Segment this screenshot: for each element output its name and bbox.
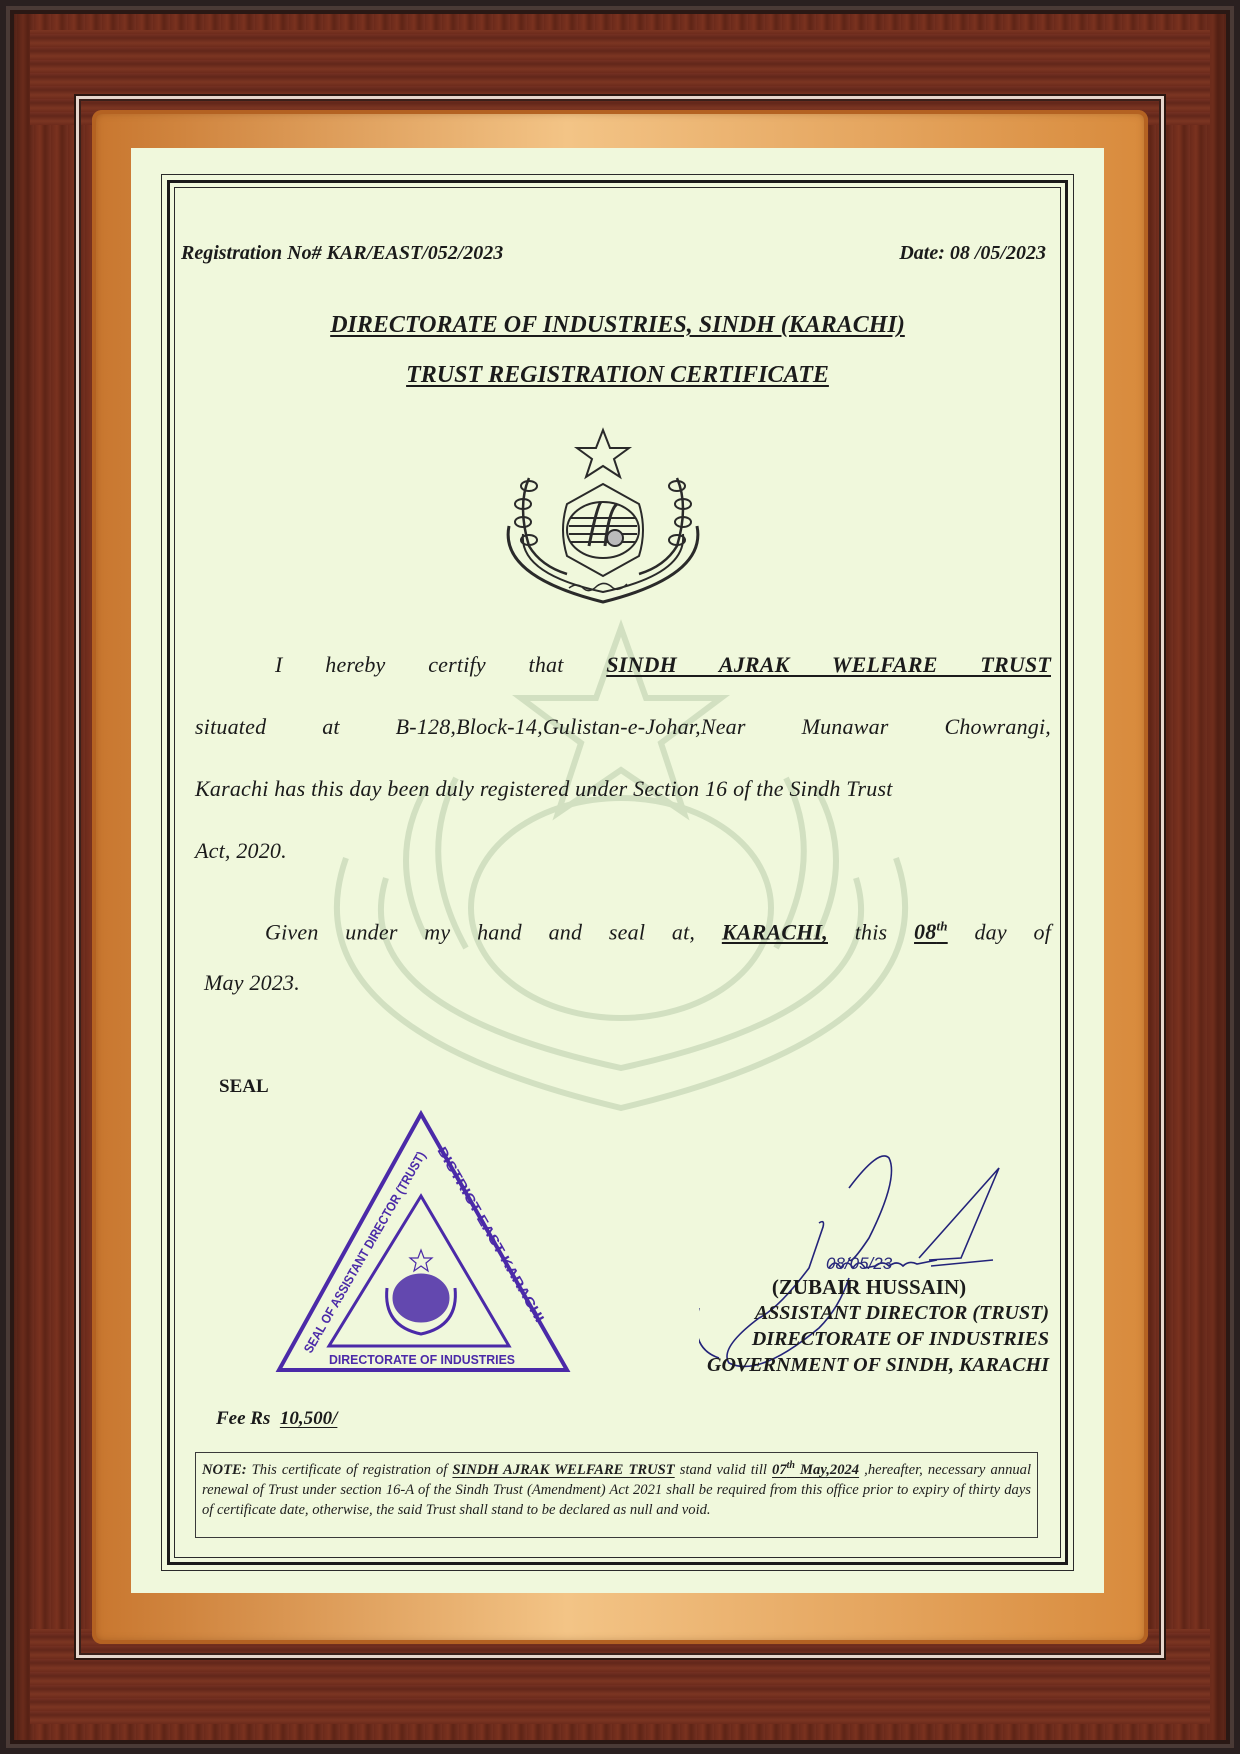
registration-line	[181, 242, 1046, 265]
body-line-1: I hereby certify that SINDH AJRAK WELFARE TRUST	[275, 652, 1051, 677]
signatory-block	[649, 1274, 1049, 1378]
signatory-department: DIRECTORATE OF INDUSTRIES	[751, 1328, 1049, 1350]
note-label: NOTE:	[202, 1461, 247, 1478]
day-number: 08th	[914, 919, 948, 945]
registration-number: Registration No# KAR/EAST/052/2023	[181, 242, 504, 264]
seal-label: SEAL	[219, 1076, 269, 1097]
stamp-left-text: SEAL OF ASSISTANT DIRECTOR (TRUST)	[300, 1123, 444, 1356]
official-stamp-icon	[271, 1108, 573, 1380]
signatory-name: (ZUBAIR HUSSAIN)	[771, 1275, 967, 1299]
body-line-3: Karachi has this day been duly registered under Section 16 of the Sindh Trust	[195, 776, 893, 801]
given-line-1: Given under my hand and seal at, KARACHI, this 08th day of	[265, 919, 1052, 945]
certificate-content	[131, 148, 1104, 1593]
certificate-date: Date: 08 /05/2023	[899, 242, 1046, 264]
validity-note: NOTE: This certificate of registration of SINDH AJRAK WELFARE TRUST stand valid till 07th May,2024 ,hereafter, necessary annual renewal of Trust under section 16-A of the Sindh Trust (Amendment) Act 2021 shall be required from this office prior to expiry of thirty days of certificate date, otherwise, the said Trust shall stand to be declared as null and void.	[195, 1452, 1038, 1538]
note-trust-name: SINDH AJRAK WELFARE TRUST	[452, 1461, 675, 1478]
note-valid-date: 07th May,2024	[772, 1460, 860, 1478]
stamp-bottom-text: DIRECTORATE OF INDUSTRIES	[329, 1352, 516, 1367]
fee-amount: 10,500/	[279, 1408, 338, 1429]
city: KARACHI,	[721, 919, 828, 945]
signatory-title: ASSISTANT DIRECTOR (TRUST)	[754, 1302, 1049, 1324]
heading-certificate-title: TRUST REGISTRATION CERTIFICATE	[406, 362, 829, 388]
signature-date: 08/05/23	[826, 1254, 893, 1273]
signatory-government: GOVERNMENT OF SINDH, KARACHI	[707, 1354, 1049, 1376]
fee-line: Fee Rs 10,500/	[216, 1408, 338, 1429]
trust-name: SINDH AJRAK WELFARE TRUST	[606, 652, 1051, 677]
certificate-paper	[131, 148, 1104, 1593]
heading-directorate: DIRECTORATE OF INDUSTRIES, SINDH (KARACHI)	[330, 312, 905, 338]
given-line-2: May 2023.	[204, 970, 300, 995]
body-line-4: Act, 2020.	[195, 838, 287, 863]
body-line-2: situated at B-128,Block-14,Gulistan-e-Johar,Near Munawar Chowrangi,	[195, 714, 1051, 739]
sindh-government-emblem-icon	[489, 426, 717, 606]
stamp-right-text: DISTRICT EAST KARACHI	[434, 1144, 529, 1292]
